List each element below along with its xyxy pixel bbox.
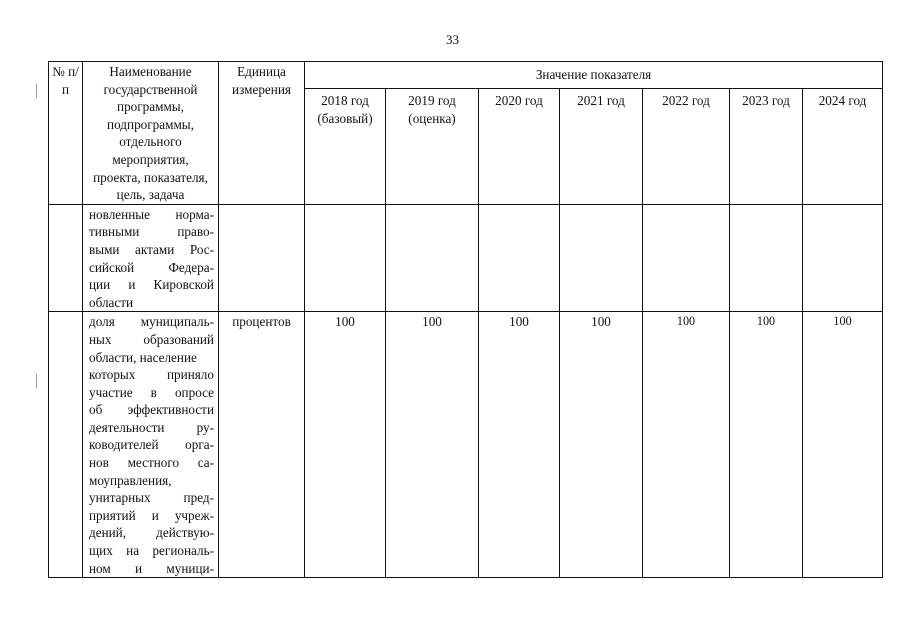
table-row bbox=[49, 204, 883, 312]
row-value-2024 bbox=[803, 204, 883, 312]
row-name-line: ном и муници- bbox=[89, 560, 214, 576]
row-value-2020: 100 bbox=[479, 312, 560, 578]
header-year-label: 2019 год bbox=[408, 93, 456, 109]
header-year-note: (оценка) bbox=[408, 110, 456, 126]
row-value-2022: 100 bbox=[643, 312, 730, 578]
header-row-1 bbox=[49, 62, 883, 89]
row-num-cell bbox=[49, 204, 83, 312]
row-name-line: сийской Федера- bbox=[89, 259, 214, 275]
header-name-label: Наименование государственной программы, подпрограммы, отдельного мероприятия, проекта, показателя, цель, задача bbox=[93, 64, 208, 203]
row-name-line: приятий и учреж- bbox=[89, 507, 214, 523]
row-value-2023 bbox=[730, 204, 803, 312]
row-name-line: ции и Кировской bbox=[89, 277, 214, 293]
row-value-2020 bbox=[479, 204, 560, 312]
header-year-2023 bbox=[730, 89, 803, 204]
row-name-line: доля муниципаль- bbox=[89, 314, 214, 330]
header-year-label: 2018 год bbox=[321, 93, 369, 109]
page-number: 33 bbox=[446, 32, 459, 47]
row-name-line: ных образований bbox=[89, 331, 214, 347]
header-year-label: 2021 год bbox=[577, 93, 625, 109]
table-row bbox=[49, 312, 883, 578]
header-year-2018 bbox=[305, 89, 386, 204]
row-name-line: новленные норма- bbox=[89, 206, 214, 222]
row-name-line: дений, действую- bbox=[89, 525, 214, 541]
row-name-line: деятельности ру- bbox=[89, 419, 214, 435]
header-num-label: № п/п bbox=[52, 64, 79, 97]
header-year-label: 2024 год bbox=[818, 93, 867, 109]
row-name-line: ководителей орга- bbox=[89, 437, 214, 453]
row-name-cell bbox=[83, 312, 219, 578]
header-unit-label: Единица измерения bbox=[232, 64, 291, 97]
row-name-line: области, население bbox=[89, 349, 197, 365]
row-name-line: участие в опросе bbox=[89, 384, 214, 400]
header-values-group-label: Значение показателя bbox=[535, 67, 652, 83]
row-value-2021: 100 bbox=[560, 312, 643, 578]
margin-mark-middle bbox=[36, 374, 37, 388]
row-value-2018 bbox=[305, 204, 386, 312]
header-year-2022 bbox=[643, 89, 730, 204]
row-unit-cell: процентов bbox=[219, 312, 305, 578]
row-name-cell bbox=[83, 204, 219, 312]
header-values-group-cell bbox=[305, 62, 883, 89]
row-value-2021 bbox=[560, 204, 643, 312]
row-name-line: которых приняло bbox=[89, 367, 214, 383]
row-name-line: нов местного са- bbox=[89, 455, 214, 471]
row-name-line: области bbox=[89, 294, 134, 310]
row-name-line: тивными право- bbox=[89, 224, 214, 240]
row-value-2024: 100 bbox=[803, 312, 883, 578]
header-year-2024 bbox=[803, 89, 883, 204]
header-year-label: 2022 год bbox=[662, 93, 710, 109]
header-year-label: 2023 год bbox=[742, 93, 790, 109]
row-name-line: моуправления, bbox=[89, 472, 172, 488]
row-value-2019 bbox=[386, 204, 479, 312]
indicator-table bbox=[48, 61, 883, 578]
row-unit-cell bbox=[219, 204, 305, 312]
header-year-2021 bbox=[560, 89, 643, 204]
row-value-2022 bbox=[643, 204, 730, 312]
header-num-cell bbox=[49, 62, 83, 205]
header-name-cell bbox=[83, 62, 219, 205]
row-num-cell bbox=[49, 312, 83, 578]
row-name-line: щих на региональ- bbox=[89, 543, 214, 559]
margin-mark-top bbox=[36, 84, 37, 98]
row-value-2023: 100 bbox=[730, 312, 803, 578]
header-year-2019 bbox=[386, 89, 479, 204]
header-unit-cell bbox=[219, 62, 305, 205]
row-name-line: выми актами Рос- bbox=[89, 241, 214, 257]
row-value-2018: 100 bbox=[305, 312, 386, 578]
row-value-2019: 100 bbox=[386, 312, 479, 578]
header-year-2020 bbox=[479, 89, 560, 204]
header-year-label: 2020 год bbox=[495, 93, 543, 109]
row-name-line: унитарных пред- bbox=[89, 490, 214, 506]
row-name-line: об эффективности bbox=[89, 402, 214, 418]
header-year-note: (базовый) bbox=[317, 110, 373, 126]
